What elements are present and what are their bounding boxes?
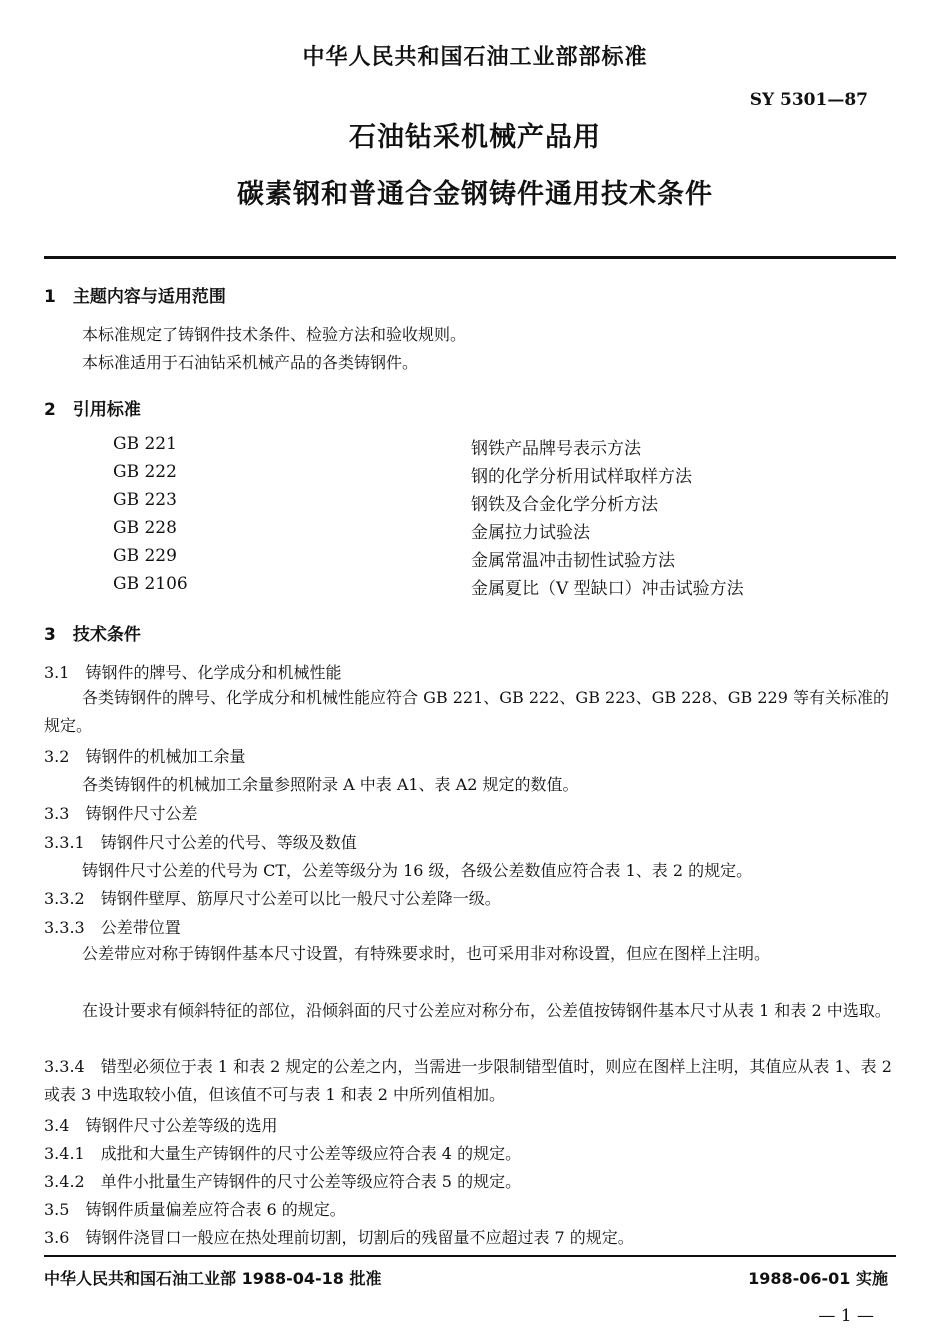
section-1-para-2: 本标准适用于石油钻采机械产品的各类铸钢件。 <box>82 353 419 372</box>
clause-3-3-1-heading: 3.3.1 铸钢件尺寸公差的代号、等级及数值 <box>44 833 357 852</box>
ref-code: GB 228 <box>113 518 177 538</box>
clause-3-2-heading: 3.2 铸钢件的机械加工余量 <box>44 747 246 766</box>
section-1-para-1: 本标准规定了铸钢件技术条件、检验方法和验收规则。 <box>82 325 467 344</box>
section-3-heading: 3 技术条件 <box>44 625 141 645</box>
clause-3-1-body-text: 各类铸钢件的牌号、化学成分和机械性能应符合 GB 221、GB 222、GB 223、GB 228、GB 229 等有关标准的规定。 <box>44 688 889 735</box>
page-number: — 1 — <box>818 1306 874 1326</box>
section-1-heading: 1 主题内容与适用范围 <box>44 287 226 307</box>
clause-3-5: 3.5 铸钢件质量偏差应符合表 6 的规定。 <box>44 1200 346 1219</box>
ref-title: 金属夏比（V 型缺口）冲击试验方法 <box>471 579 744 599</box>
clause-3-3-3-body-1-text: 公差带应对称于铸钢件基本尺寸设置，有特殊要求时，也可采用非对称设置，但应在图样上注明。 <box>82 944 771 963</box>
standard-number: SY 5301—87 <box>749 90 868 110</box>
ref-code: GB 223 <box>113 490 177 510</box>
top-rule <box>44 256 896 259</box>
ref-code: GB 2106 <box>113 574 188 594</box>
clause-3-4-heading: 3.4 铸钢件尺寸公差等级的选用 <box>44 1116 278 1135</box>
clause-3-6: 3.6 铸钢件浇冒口一般应在热处理前切割，切割后的残留量不应超过表 7 的规定。 <box>44 1228 634 1247</box>
bottom-rule <box>44 1255 896 1257</box>
ref-code: GB 229 <box>113 546 177 566</box>
clause-3-2-body: 各类铸钢件的机械加工余量参照附录 A 中表 A1、表 A2 规定的数值。 <box>82 775 579 794</box>
clause-3-1-heading: 3.1 铸钢件的牌号、化学成分和机械性能 <box>44 663 342 682</box>
approval-line: 中华人民共和国石油工业部 1988-04-18 批准 <box>44 1269 382 1288</box>
clause-3-4-1: 3.4.1 成批和大量生产铸钢件的尺寸公差等级应符合表 4 的规定。 <box>44 1144 522 1163</box>
clause-3-3-1-body: 铸钢件尺寸公差的代号为 CT，公差等级分为 16 级，各级公差数值应符合表 1、表 2 的规定。 <box>82 861 753 880</box>
clause-3-4-2: 3.4.2 单件小批量生产铸钢件的尺寸公差等级应符合表 5 的规定。 <box>44 1172 522 1191</box>
clause-3-3-heading: 3.3 铸钢件尺寸公差 <box>44 804 198 823</box>
clause-3-3-4: 3.3.4 错型必须位于表 1 和表 2 规定的公差之内，当需进一步限制错型值时，则应在图样上注明，其值应从表 1、表 2 或表 3 中选取较小值，但该值不可与表 1 和表 2 中所列值相加。 <box>44 1057 892 1104</box>
ref-title: 钢的化学分析用试样取样方法 <box>471 467 692 487</box>
ref-title: 钢铁及合金化学分析方法 <box>471 495 658 515</box>
ref-title: 金属常温冲击韧性试验方法 <box>471 551 675 571</box>
ref-code: GB 221 <box>113 434 177 454</box>
clause-3-3-3-heading: 3.3.3 公差带位置 <box>44 918 181 937</box>
effective-date: 1988-06-01 实施 <box>748 1269 888 1288</box>
ref-code: GB 222 <box>113 462 177 482</box>
section-2-heading: 2 引用标准 <box>44 400 141 420</box>
clause-3-3-3-body-2-text: 在设计要求有倾斜特征的部位，沿倾斜面的尺寸公差应对称分布，公差值按铸钢件基本尺寸从表 1 和表 2 中选取。 <box>82 1001 891 1020</box>
clause-3-1-body <box>44 684 894 740</box>
clause-3-3-3-body-1 <box>44 940 894 968</box>
title-line-1: 石油钻采机械产品用 <box>349 122 601 153</box>
ref-title: 金属拉力试验法 <box>471 523 590 543</box>
clause-3-3-3-body-2 <box>44 997 894 1025</box>
title-line-2: 碳素钢和普通合金钢铸件通用技术条件 <box>237 179 713 210</box>
ref-title: 钢铁产品牌号表示方法 <box>471 439 641 459</box>
clause-3-3-2: 3.3.2 铸钢件壁厚、筋厚尺寸公差可以比一般尺寸公差降一级。 <box>44 889 501 908</box>
issuer-heading: 中华人民共和国石油工业部部标准 <box>302 45 648 70</box>
